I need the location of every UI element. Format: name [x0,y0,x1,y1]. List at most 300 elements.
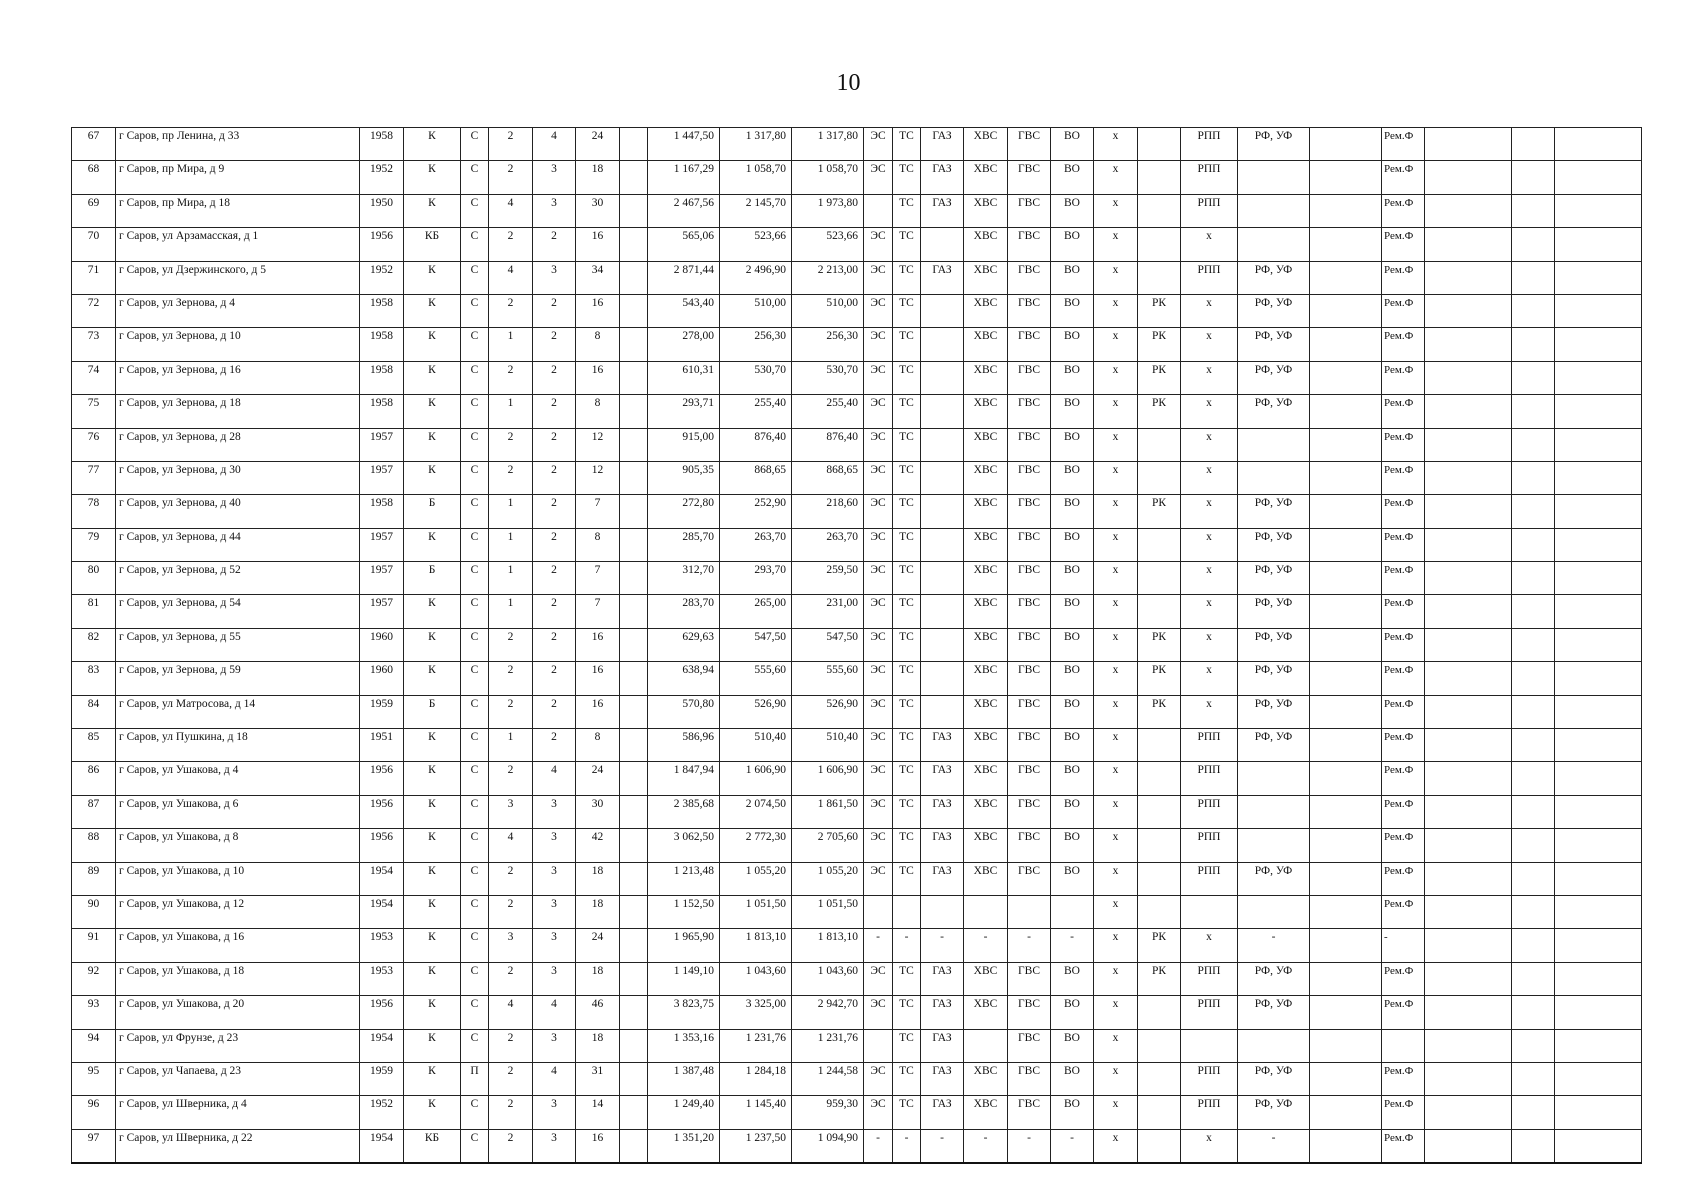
table-cell: 3 [533,1029,576,1062]
table-cell: г Саров, ул Ушакова, д 16 [116,929,360,962]
table-cell [620,662,648,695]
table-cell: ТС [893,1029,921,1062]
table-cell: ВО [1051,829,1094,862]
table-cell: ВО [1051,862,1094,895]
table-cell: г Саров, ул Зернова, д 55 [116,628,360,661]
table-cell [1555,996,1642,1029]
table-cell [1425,461,1512,494]
table-cell: 1 043,60 [792,962,864,995]
table-cell: 2 [489,228,533,261]
table-cell: ВО [1051,662,1094,695]
table-cell: 4 [489,829,533,862]
table-cell: 255,40 [720,395,792,428]
table-row [72,628,1642,661]
table-cell: 1 213,48 [648,862,720,895]
table-cell: г Саров, ул Зернова, д 30 [116,461,360,494]
table-row [72,161,1642,194]
table-cell: ГВС [1008,428,1051,461]
table-cell: К [404,1029,461,1062]
table-row [72,194,1642,227]
table-cell: 1 [489,729,533,762]
table-cell: ВО [1051,495,1094,528]
table-cell: 231,00 [792,595,864,628]
table-cell: ВО [1051,1096,1094,1129]
table-cell [1138,595,1181,628]
table-cell: ЭС [864,161,893,194]
table-cell: x [1181,695,1238,728]
table-cell: ГАЗ [921,795,964,828]
table-cell: РПП [1181,128,1238,161]
table-cell: 1 317,80 [720,128,792,161]
table-cell: 265,00 [720,595,792,628]
table-cell: 1954 [360,862,404,895]
table-cell [1425,1129,1512,1163]
table-cell [864,895,893,928]
table-cell: ЭС [864,328,893,361]
table-cell: 3 [489,929,533,962]
table-cell: г Саров, ул Ушакова, д 8 [116,829,360,862]
table-cell: 263,70 [720,528,792,561]
table-cell: ВО [1051,428,1094,461]
table-cell: ГВС [1008,461,1051,494]
table-cell: ЭС [864,562,893,595]
table-cell: 1958 [360,361,404,394]
table-cell: 31 [576,1062,620,1095]
table-cell: 1 387,48 [648,1062,720,1095]
table-cell [620,528,648,561]
table-cell: ГВС [1008,395,1051,428]
table-cell [1425,428,1512,461]
table-cell: 2 [533,595,576,628]
table-cell: ХВС [964,395,1008,428]
table-cell: 1956 [360,228,404,261]
table-cell: x [1094,161,1138,194]
table-cell: КБ [404,1129,461,1163]
table-cell: РПП [1181,795,1238,828]
table-cell: 1957 [360,528,404,561]
table-cell [1310,194,1382,227]
table-cell: 1 244,58 [792,1062,864,1095]
table-cell: - [1238,929,1310,962]
table-cell [964,895,1008,928]
table-cell: К [404,628,461,661]
table-cell: С [461,361,489,394]
table-cell: С [461,294,489,327]
table-cell: x [1181,361,1238,394]
table-cell: 312,70 [648,562,720,595]
table-cell [1555,261,1642,294]
table-cell: 1 237,50 [720,1129,792,1163]
table-row [72,1096,1642,1129]
table-cell: 218,60 [792,495,864,528]
table-cell: x [1094,628,1138,661]
table-cell [620,294,648,327]
table-cell: г Саров, ул Фрунзе, д 23 [116,1029,360,1062]
table-cell: 18 [576,895,620,928]
table-cell: С [461,595,489,628]
table-cell: ВО [1051,528,1094,561]
table-cell [1310,929,1382,962]
table-cell: 83 [72,662,116,695]
table-cell: 16 [576,662,620,695]
table-cell: 2 [489,1029,533,1062]
table-cell: 2 [489,762,533,795]
table-cell: x [1094,261,1138,294]
table-cell [1512,562,1555,595]
table-cell: 4 [533,996,576,1029]
table-cell: ЭС [864,729,893,762]
table-cell: 2 [533,395,576,428]
table-cell [1310,829,1382,862]
table-cell: ТС [893,495,921,528]
table-cell: 7 [576,562,620,595]
table-cell [1512,895,1555,928]
table-cell: ГАЗ [921,1096,964,1129]
table-cell: 16 [576,294,620,327]
table-cell [620,461,648,494]
table-cell: 1 149,10 [648,962,720,995]
table-cell: ГВС [1008,495,1051,528]
table-cell: С [461,662,489,695]
table-cell: x [1094,528,1138,561]
table-cell: 91 [72,929,116,962]
table-cell [1512,495,1555,528]
table-cell: 89 [72,862,116,895]
table-cell: ГВС [1008,729,1051,762]
table-cell: КБ [404,228,461,261]
table-cell: 87 [72,795,116,828]
table-cell: 2 [489,1129,533,1163]
table-cell: 2 942,70 [792,996,864,1029]
table-row [72,595,1642,628]
table-cell: ТС [893,1096,921,1129]
table-cell [1512,595,1555,628]
table-cell: К [404,762,461,795]
table-cell: 2 467,56 [648,194,720,227]
table-cell: С [461,261,489,294]
table-cell: ГАЗ [921,261,964,294]
table-cell: С [461,1096,489,1129]
table-cell [620,628,648,661]
table-cell: РК [1138,695,1181,728]
table-cell: x [1094,962,1138,995]
table-cell: ГВС [1008,795,1051,828]
table-cell: Б [404,562,461,595]
table-cell: 3 [533,862,576,895]
table-cell: 8 [576,328,620,361]
table-cell: РФ, УФ [1238,528,1310,561]
table-cell: - [921,929,964,962]
table-cell: ГВС [1008,829,1051,862]
table-cell: x [1094,762,1138,795]
table-cell: ТС [893,662,921,695]
table-cell [1555,929,1642,962]
table-cell [1238,194,1310,227]
table-cell: Б [404,695,461,728]
table-cell: 1954 [360,1029,404,1062]
table-cell: С [461,161,489,194]
table-cell: 8 [576,729,620,762]
table-cell: г Саров, ул Ушакова, д 10 [116,862,360,895]
table-cell: К [404,662,461,695]
table-cell: ЭС [864,695,893,728]
table-cell: 547,50 [792,628,864,661]
table-cell: 905,35 [648,461,720,494]
table-cell: РК [1138,962,1181,995]
table-cell: РФ, УФ [1238,862,1310,895]
table-cell: ВО [1051,261,1094,294]
table-cell: - [964,929,1008,962]
table-cell: 1 152,50 [648,895,720,928]
table-cell: 2 145,70 [720,194,792,227]
table-cell: 293,71 [648,395,720,428]
table-cell: ТС [893,395,921,428]
table-cell: x [1094,428,1138,461]
table-cell: РФ, УФ [1238,729,1310,762]
table-row [72,895,1642,928]
table-cell [1310,762,1382,795]
table-cell [1425,729,1512,762]
table-cell: г Саров, ул Зернова, д 40 [116,495,360,528]
table-cell: РПП [1181,1062,1238,1095]
table-row [72,128,1642,161]
table-cell: 12 [576,461,620,494]
table-cell: 16 [576,228,620,261]
table-cell: ХВС [964,1062,1008,1095]
table-cell [620,762,648,795]
table-cell: 263,70 [792,528,864,561]
table-cell: К [404,729,461,762]
table-cell: 67 [72,128,116,161]
table-cell: x [1094,1096,1138,1129]
table-cell [1512,461,1555,494]
table-cell: С [461,795,489,828]
table-cell [921,695,964,728]
table-cell: 2 [533,729,576,762]
table-cell: 1957 [360,595,404,628]
table-cell: 610,31 [648,361,720,394]
table-cell: К [404,328,461,361]
table-cell: x [1094,395,1138,428]
table-cell: 629,63 [648,628,720,661]
table-cell: x [1094,895,1138,928]
table-row [72,428,1642,461]
table-cell: 2 [533,461,576,494]
table-cell: ТС [893,962,921,995]
table-cell: 1956 [360,795,404,828]
table-cell: ТС [893,461,921,494]
table-cell: 1 353,16 [648,1029,720,1062]
table-cell [1555,228,1642,261]
table-cell: 77 [72,461,116,494]
table-cell [1512,695,1555,728]
table-cell: ВО [1051,228,1094,261]
table-cell: 78 [72,495,116,528]
table-cell: x [1181,628,1238,661]
table-cell: x [1094,128,1138,161]
table-cell [1425,395,1512,428]
table-cell: РПП [1181,996,1238,1029]
table-cell: x [1094,1062,1138,1095]
table-cell: 959,30 [792,1096,864,1129]
table-cell: 18 [576,862,620,895]
table-cell [1238,1029,1310,1062]
table-cell [620,829,648,862]
table-cell: ГВС [1008,528,1051,561]
table-cell: ВО [1051,562,1094,595]
table-cell: x [1094,562,1138,595]
table-cell [1512,628,1555,661]
table-cell: 1 [489,562,533,595]
table-cell: г Саров, ул Ушакова, д 18 [116,962,360,995]
table-cell [1425,628,1512,661]
table-cell: 1 055,20 [792,862,864,895]
table-cell [1238,161,1310,194]
table-cell: ТС [893,762,921,795]
table-cell: ХВС [964,528,1008,561]
table-cell: ЭС [864,395,893,428]
table-cell: ГАЗ [921,962,964,995]
table-cell: ГАЗ [921,996,964,1029]
table-cell: 2 [533,495,576,528]
table-cell: 3 [533,895,576,928]
table-cell: ГВС [1008,996,1051,1029]
table-cell: ГВС [1008,328,1051,361]
table-cell: x [1181,428,1238,461]
table-cell: 2 705,60 [792,829,864,862]
table-cell [1310,528,1382,561]
table-cell: 586,96 [648,729,720,762]
table-cell: К [404,996,461,1029]
table-cell: 278,00 [648,328,720,361]
table-cell: 1 351,20 [648,1129,720,1163]
table-cell: ВО [1051,328,1094,361]
table-cell: К [404,595,461,628]
table-cell: г Саров, ул Ушакова, д 12 [116,895,360,928]
table-cell [1555,862,1642,895]
housing-table [71,127,1642,1164]
table-cell: 79 [72,528,116,561]
table-cell: РК [1138,328,1181,361]
table-cell: ХВС [964,228,1008,261]
table-cell: 94 [72,1029,116,1062]
table-cell: 1 [489,495,533,528]
table-cell [620,328,648,361]
table-cell: РФ, УФ [1238,962,1310,995]
table-cell: 1 058,70 [720,161,792,194]
table-cell: ТС [893,294,921,327]
table-cell: К [404,829,461,862]
table-cell [1310,161,1382,194]
table-cell: Рем.Ф [1382,194,1425,227]
table-cell: 2 385,68 [648,795,720,828]
table-cell: 1953 [360,929,404,962]
table-cell: 18 [576,1029,620,1062]
table-cell: 530,70 [792,361,864,394]
table-cell: Рем.Ф [1382,996,1425,1029]
table-cell: 85 [72,729,116,762]
table-cell [1555,729,1642,762]
table-cell: 1952 [360,261,404,294]
table-cell: Рем.Ф [1382,294,1425,327]
table-cell: Рем.Ф [1382,461,1425,494]
table-cell: ТС [893,795,921,828]
table-cell: 1 231,76 [792,1029,864,1062]
table-cell: 93 [72,996,116,1029]
table-cell: РФ, УФ [1238,128,1310,161]
table-cell: 2 [533,695,576,728]
table-cell: К [404,461,461,494]
table-cell: ХВС [964,361,1008,394]
table-cell [1555,128,1642,161]
table-cell: 868,65 [792,461,864,494]
table-cell: 2 [489,695,533,728]
table-cell: РФ, УФ [1238,294,1310,327]
table-cell [620,161,648,194]
table-cell: x [1181,228,1238,261]
table-cell [1310,962,1382,995]
table-cell [620,795,648,828]
table-cell: ГАЗ [921,128,964,161]
table-cell: ВО [1051,1062,1094,1095]
table-cell [620,962,648,995]
table-cell: 285,70 [648,528,720,561]
table-cell [1310,428,1382,461]
table-cell: 2 [489,361,533,394]
table-cell [1555,595,1642,628]
table-cell: г Саров, ул Чапаева, д 23 [116,1062,360,1095]
table-cell: 1953 [360,962,404,995]
table-cell: 1 [489,395,533,428]
table-cell [1555,562,1642,595]
table-cell: 2 [533,361,576,394]
table-row [72,695,1642,728]
table-cell: ГВС [1008,228,1051,261]
table-cell: С [461,228,489,261]
table-cell [1425,1029,1512,1062]
table-cell: x [1094,662,1138,695]
table-body [72,128,1642,1164]
housing-table-container [71,127,1642,1164]
table-cell [1310,495,1382,528]
table-cell: x [1094,595,1138,628]
table-cell: 7 [576,495,620,528]
table-cell [1238,461,1310,494]
table-cell [620,1129,648,1163]
table-cell [1512,996,1555,1029]
table-cell [620,428,648,461]
table-cell: ГВС [1008,194,1051,227]
table-row [72,662,1642,695]
table-cell: 547,50 [720,628,792,661]
table-cell [864,194,893,227]
table-cell: Рем.Ф [1382,628,1425,661]
table-cell: С [461,395,489,428]
table-cell: 3 823,75 [648,996,720,1029]
table-cell: РПП [1181,729,1238,762]
table-cell: 1950 [360,194,404,227]
table-cell: ТС [893,194,921,227]
table-cell: 1 [489,528,533,561]
table-cell: ЭС [864,829,893,862]
table-cell: ВО [1051,595,1094,628]
table-cell [1425,795,1512,828]
table-cell: ХВС [964,795,1008,828]
table-cell [1555,1129,1642,1163]
table-cell: 2 871,44 [648,261,720,294]
table-cell: ТС [893,829,921,862]
table-row [72,862,1642,895]
